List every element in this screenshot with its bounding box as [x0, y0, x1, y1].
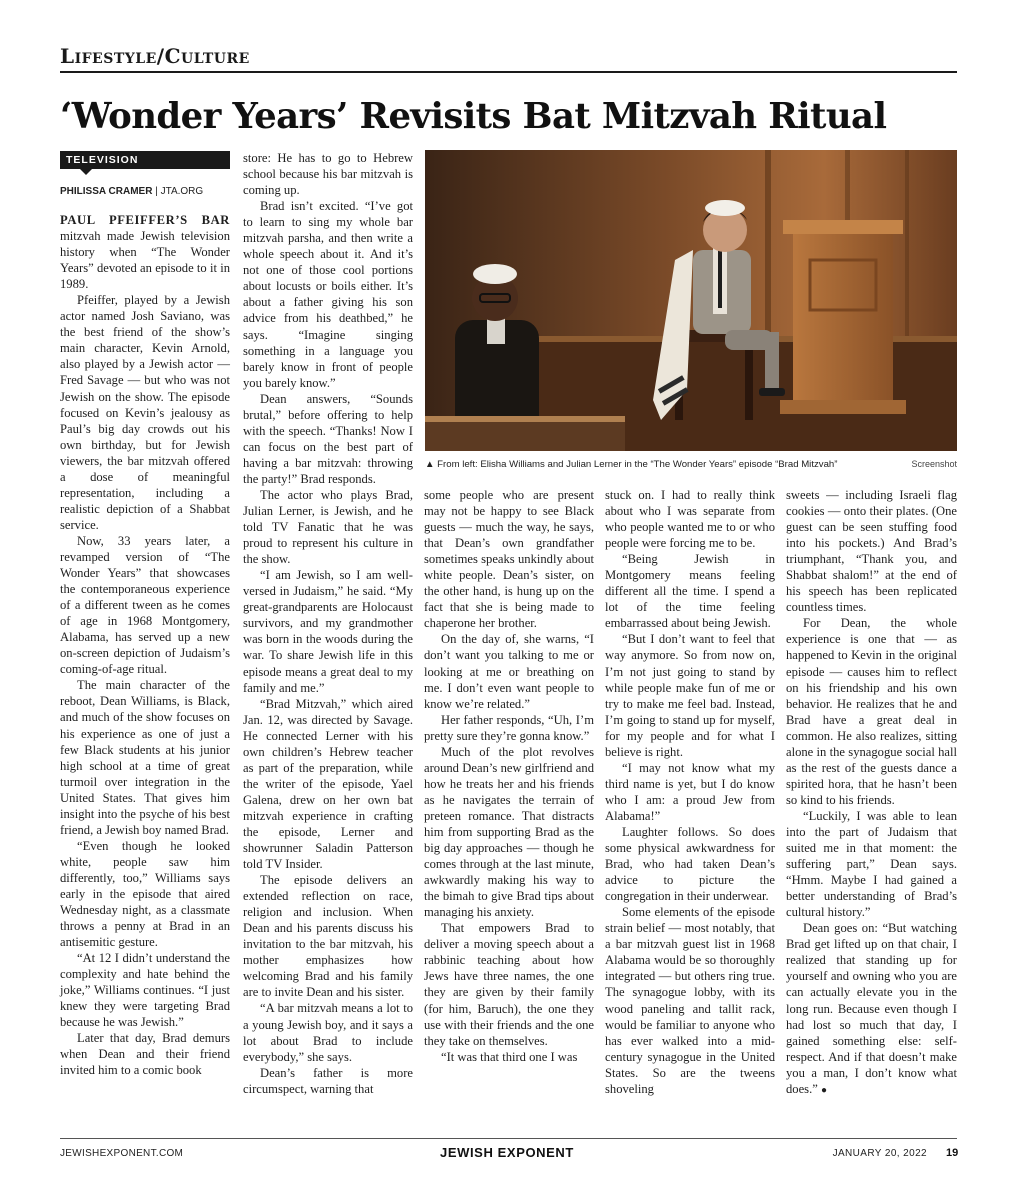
article-column-5: [786, 487, 957, 1099]
article-paragraph: Laughter follows. So does some physical awkwardness for Brad, who had taken Dean’s advice to picture the congregation in their underwear.: [605, 824, 775, 904]
article-paragraph: The episode delivers an extended reflection on race, religion and inclusion. When Dean and his parents discuss his invitation to the bar mitzvah, his mother emphasizes how welcoming Brad and his family are to invite Dean and his sister.: [243, 873, 413, 1000]
article-paragraph: Some elements of the episode strain belief — most notably, that a bar mitzvah guest list in 1968 Alabama would be so thoroughly integrated — but others ring true. The synagogue lobby, with its wood paneling and tallit rack, would be familiar to anyone who has ever walked into a mid-century synagogue in the United States. So are the tweens shoveling: [605, 905, 775, 1096]
article-paragraph: PAUL PFEIFFER’S BAR mitzvah made Jewish television history when “The Wonder Years” devoted an episode to it in 1989.: [60, 213, 230, 292]
byline-separator: |: [152, 186, 161, 197]
article-paragraph: “Brad Mitzvah,” which aired Jan. 12, was directed by Savage. He connected Lerner with his own children’s Hebrew teacher as part of the preparation, while the writer of the episode, Yael Galena, drew on her own bat mitzvah experience in crafting the episode, Lerner and showrunner Saladin Patterson told TV Insider.: [243, 696, 413, 872]
footer-publication: JEWISH EXPONENT: [440, 1145, 574, 1160]
photo-illustration: [425, 150, 957, 451]
page-number: 19: [946, 1147, 959, 1159]
article-paragraph: “Even though he looked white, people saw him differently, too,” Williams says early in the episode that aired Wednesday night, as a classmate throws a penny at Brad in an antisemitic gesture.: [60, 838, 230, 950]
article-paragraph: The main character of the reboot, Dean Williams, is Black, and much of the show focuses on his experience as one of just a few Black students at his junior high school at a time of great turmoil over integration in the United States. That gives him insight into the psyche of his best friend, a Jewish boy named Brad.: [60, 678, 230, 837]
end-mark: ●: [820, 1084, 828, 1096]
article-paragraph: “I am Jewish, so I am well-versed in Judaism,” he said. “My great-grandparents are Holocaust survivors, and my grandmother was born in the woods during the war. To share Jewish life in this episode means a great deal to my family and me.”: [243, 568, 413, 695]
article-paragraph: “At 12 I didn’t understand the complexity and hate behind the joke,” Williams continues. “I just knew they were targeting Brad because he was Jewish.”: [60, 951, 230, 1030]
article-paragraph: Her father responds, “Uh, I’m pretty sure they’re gonna know.”: [424, 712, 594, 743]
lead-in: PAUL PFEIFFER’S BAR: [60, 213, 230, 227]
article-paragraph-continued: sweets — including Israeli flag cookies — onto their plates. (One guest can be seen stuffing food into his pockets.) And Brad’s triumphant, “Thank you, and Shabbat shalom!” at the end of his speech has been replicated countless times.: [786, 488, 957, 615]
article-paragraph: “I may not know what my third name is yet, but I do know who I am: a proud Jew from Alabama!”: [605, 760, 775, 823]
category-tag-pointer: [80, 169, 92, 175]
byline-source: JTA.ORG: [160, 186, 204, 197]
article-paragraph: “A bar mitzvah means a lot to a young Jewish boy, and it says a lot about Brad to include everybody,” she says.: [243, 1001, 413, 1064]
article-paragraph: Dean’s father is more circumspect, warning that: [243, 1065, 413, 1096]
article-paragraph: The actor who plays Brad, Julian Lerner, is Jewish, and he told TV Fanatic that he was proud to represent his culture in the show.: [243, 487, 413, 567]
article-paragraph: “Being Jewish in Montgomery means feeling different all the time. I spend a lot of the time feeling embarrassed about being Jewish.: [605, 552, 775, 631]
article-paragraph-continued: some people who are present may not be happy to see Black guests — much the way, he says, that Dean’s own grandfather sometimes speaks unkindly about white people. Dean’s sister, on the other hand, is hung up on the fact that she is being made to chaperone her brother.: [424, 488, 594, 631]
article-photo: [425, 150, 957, 451]
article-paragraph-continued: store: He has to go to Hebrew school because his bar mitzvah is coming up.: [243, 151, 413, 198]
author-name: PHILISSA CRAMER: [60, 186, 153, 197]
article-column-4: [605, 487, 775, 1097]
article-paragraph: Later that day, Brad demurs when Dean and their friend invited him to a comic book: [60, 1031, 230, 1078]
article-paragraph: Pfeiffer, played by a Jewish actor named Josh Saviano, was the best friend of the show’s main character, Kevin Arnold, also played by a Jewish actor — Fred Savage — but who was not Jewish on the show. The episode focused on Kevin’s jealousy as Paul’s big day crowds out his own birthday, but for Jewish viewers, the bar mitzvah offered a dose of meaningful representation, including a realistic depiction of a Shabbat service.: [60, 293, 230, 532]
section-label: Lifestyle/Culture: [60, 44, 250, 68]
article-paragraph: “Luckily, I was able to lean into the part of Judaism that suited me in that moment: the suffering part,” Dean says. “Hmm. Maybe I had gained a better understanding of Brad’s cultural history.”: [786, 808, 957, 920]
caption-text: From left: Elisha Williams and Julian Lerner in the “The Wonder Years” episode “Brad Mitzvah”: [437, 459, 838, 470]
footer-website: JEWISHEXPONENT.COM: [60, 1148, 184, 1159]
article-paragraph: That empowers Brad to deliver a moving speech about a rabbinic teaching about how Jews have three names, the one they are given by their family (for him, Baruch), the one they use with their friends and the one they take on themselves.: [424, 921, 594, 1048]
article-column-2: [243, 150, 413, 1097]
article-paragraph: Brad isn’t excited. “I’ve got to learn to sing my whole bar mitzvah parsha, and then write a whole speech about it. And it’s not one of those cool portions about locusts or boils either. It’s about a father giving his son advice from his deathbed,” he says. “Imagine singing something in a language you barely know in front of people you barely know.”: [243, 199, 413, 390]
article-column-1: [60, 212, 230, 1079]
photo-caption: [425, 459, 957, 470]
article-paragraph: Dean answers, “Sounds brutal,” before offering to help with the speech. “Thanks! Now I can focus on the best part of having a bar mitzvah: throwing the party!” Brad responds.: [243, 391, 413, 486]
article-paragraph: Dean goes on: “But watching Brad get lifted up on that chair, I realized that standing up for yourself and owning who you are can actually elevate you in the long run. Because even though I had lost so much that day, I gained something else: self-respect. And if that doesn’t make you a man, I don’t know what does.” ●: [786, 921, 957, 1096]
article-paragraph: On the day of, she warns, “I don’t want you talking to me or looking at me or breathing on me. I don’t even want people to know we’re related.”: [424, 632, 594, 711]
article-paragraph: Much of the plot revolves around Dean’s new girlfriend and how he treats her and his friends as he navigates the terrain of preteen romance. That distracts him from supporting Brad as the big day approaches — though he comes through at the last minute, awkwardly making his way to the bimah to give Brad tips about managing his anxiety.: [424, 744, 594, 920]
photo-credit: Screenshot: [911, 459, 957, 469]
footer-divider: [60, 1138, 957, 1139]
article-column-3: [424, 487, 594, 1065]
byline: [60, 186, 203, 197]
headline: ‘Wonder Years’ Revisits Bat Mitzvah Ritual: [60, 96, 887, 137]
article-paragraph-continued: stuck on. I had to really think about who I was separate from who people wanted me to or who people were forcing me to be.: [605, 488, 775, 551]
caption-marker: ▲: [425, 459, 435, 470]
footer-date: JANUARY 20, 2022: [832, 1148, 927, 1159]
article-paragraph: “But I don’t want to feel that way anymore. So from now on, I’m not just going to stand by while people make fun of me or try to make me feel bad. Instead, I’m going to stand up for myself, for my people and for what I believe is right.: [605, 632, 775, 759]
article-paragraph: Now, 33 years later, a revamped version of “The Wonder Years” that showcases the contemporaneous experience of a different tween as he comes of age in 1968 Montgomery, Alabama, has served up a new on-screen depiction of Judaism’s coming-of-age ritual.: [60, 533, 230, 677]
category-tag: TELEVISION: [60, 151, 230, 169]
article-paragraph: “It was that third one I was: [441, 1049, 578, 1064]
article-paragraph: For Dean, the whole experience is one that — as happened to Kevin in the original episode — causes him to reflect on his friendship and his own behavior. He realizes that he and Brad have a great deal in common. He also realizes, sitting alone in the synagogue social hall as the rest of the guests dance a spirited hora, that he hasn’t been so kind to his friends.: [786, 616, 957, 807]
section-divider: [60, 71, 957, 73]
